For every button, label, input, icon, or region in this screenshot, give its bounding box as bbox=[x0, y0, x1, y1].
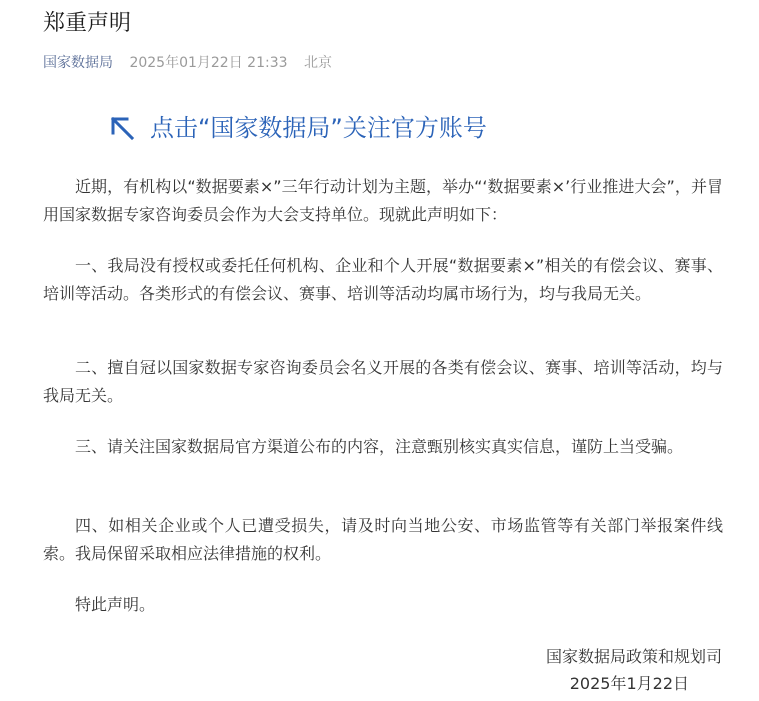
paragraph-closing: 特此声明。 bbox=[75, 595, 156, 614]
arrow-up-left-icon bbox=[108, 114, 136, 142]
article-meta bbox=[43, 52, 332, 74]
follow-account-banner[interactable] bbox=[108, 108, 487, 148]
signature-org: 国家数据局政策和规划司 bbox=[545, 647, 722, 666]
account-name-link[interactable]: 国家数据局 bbox=[43, 55, 113, 71]
article-title: 郑重声明 bbox=[43, 11, 132, 36]
paragraph-point-4: 四、如相关企业或个人已遭受损失，请及时向当地公安、市场监管等有关部门举报案件线索。我局保留采取相应法律措施的权利。 bbox=[43, 516, 723, 563]
paragraph-point-3: 三、请关注国家数据局官方渠道公布的内容，注意甄别核实真实信息，谨防上当受骗。 bbox=[75, 437, 684, 456]
paragraph-point-1: 一、我局没有授权或委托任何机构、企业和个人开展“数据要素×”相关的有偿会议、赛事、培训等活动。各类形式的有偿会议、赛事、培训等活动均属市场行为，均与我局无关。 bbox=[43, 256, 723, 303]
publish-time: 2025年01月22日 21:33 bbox=[129, 55, 288, 71]
signature-date: 2025年1月22日 bbox=[569, 674, 689, 693]
follow-text: 点击“国家数据局”关注官方账号 bbox=[150, 114, 487, 142]
paragraph-intro: 近期，有机构以“数据要素×”三年行动计划为主题，举办“‘数据要素×’行业推进大会”，并冒用国家数据专家咨询委员会作为大会支持单位。现就此声明如下： bbox=[43, 177, 723, 224]
paragraph-point-2: 二、擅自冠以国家数据专家咨询委员会名义开展的各类有偿会议、赛事、培训等活动，均与我局无关。 bbox=[43, 358, 723, 405]
publish-location: 北京 bbox=[303, 55, 332, 71]
